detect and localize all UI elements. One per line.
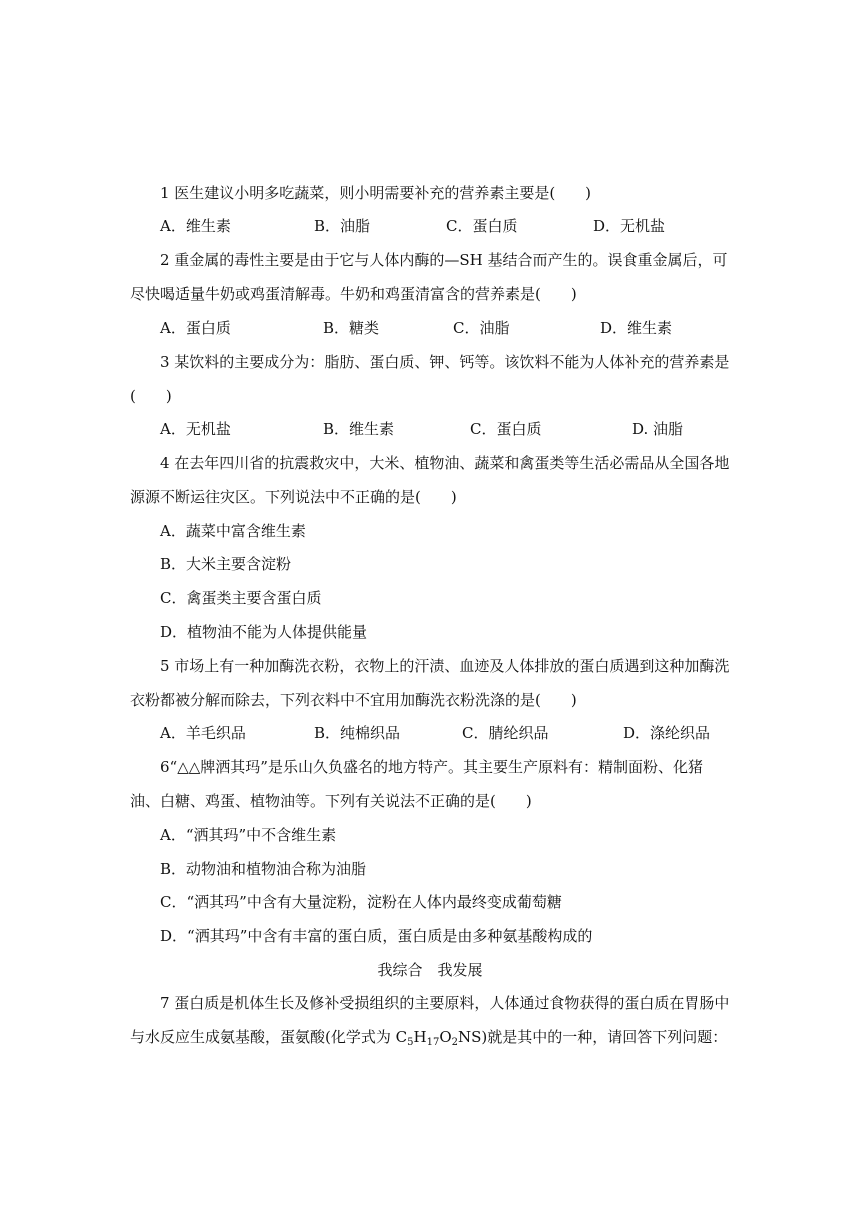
question-5-text-line-2: 衣粉都被分解而除去，下列衣料中不宜用加酶洗衣粉洗涤的是( ) (130, 691, 577, 709)
question-7-text-before-formula: 与水反应生成氨基酸，蛋氨酸(化学式为 C (130, 1028, 408, 1046)
question-4-option-c: C．禽蛋类主要含蛋白质 (160, 589, 322, 607)
question-3-option-a: A．无机盐 (160, 420, 231, 438)
question-4-text-line-2: 源源不断运往灾区。下列说法中不正确的是( ) (130, 488, 457, 506)
question-5-option-c: C．腈纶织品 (462, 724, 549, 742)
question-3-text-line-1: 3 某饮料的主要成分为：脂肪、蛋白质、钾、钙等。该饮料不能为人体补充的营养素是 (160, 353, 730, 371)
question-6-option-c: C．“洒其玛”中含有大量淀粉，淀粉在人体内最终变成葡萄糖 (160, 893, 562, 911)
section-heading: 我综合 我发展 (377, 961, 483, 979)
question-2-option-a: A．蛋白质 (160, 319, 231, 337)
question-2-text-line-1: 2 重金属的毒性主要是由于它与人体内酶的—SH 基结合而产生的。误食重金属后，可 (160, 251, 728, 269)
formula-oxygen: O (439, 1028, 452, 1046)
question-4-option-a: A．蔬菜中富含维生素 (160, 522, 306, 540)
question-4-option-b: B．大米主要含淀粉 (160, 555, 292, 573)
question-3-option-c: C．蛋白质 (470, 420, 542, 438)
formula-subscript-oxygen: 2 (451, 1037, 458, 1048)
question-3-option-b: B．维生素 (323, 420, 395, 438)
question-1-option-d: D．无机盐 (593, 217, 666, 235)
question-3-option-d: D. 油脂 (632, 420, 684, 438)
question-7-text-line-2 (130, 1027, 727, 1047)
question-6-text-line-1: 6“△△牌洒其玛”是乐山久负盛名的地方特产。其主要生产原料有：精制面粉、化猪 (160, 758, 703, 776)
question-6-option-a: A．“洒其玛”中不含维生素 (160, 826, 337, 844)
question-2-option-b: B．糖类 (323, 319, 380, 337)
question-6-text-line-2: 油、白糖、鸡蛋、植物油等。下列有关说法不正确的是( ) (130, 792, 532, 810)
formula-subscript-carbon: 5 (407, 1037, 414, 1048)
question-4-text-line-1: 4 在去年四川省的抗震救灾中，大米、植物油、蔬菜和禽蛋类等生活必需品从全国各地 (160, 454, 730, 472)
question-1-option-b: B．油脂 (314, 217, 371, 235)
question-7-text-after-formula: NS)就是其中的一种，请回答下列问题： (458, 1028, 728, 1046)
question-5-option-a: A．羊毛织品 (160, 724, 246, 742)
question-5-text-line-1: 5 市场上有一种加酶洗衣粉，衣物上的汗渍、血迹及人体排放的蛋白质遇到这种加酶洗 (160, 657, 730, 675)
question-1-option-a: A．维生素 (160, 217, 231, 235)
question-3-text-line-2: ( ) (130, 387, 172, 405)
question-6-option-b: B．动物油和植物油合称为油脂 (160, 860, 367, 878)
question-6-option-d: D．“洒其玛”中含有丰富的蛋白质，蛋白质是由多种氨基酸构成的 (160, 927, 593, 945)
question-2-option-c: C．油脂 (453, 319, 510, 337)
question-5-option-b: B．纯棉织品 (314, 724, 401, 742)
question-2-text-line-2: 尽快喝适量牛奶或鸡蛋清解毒。牛奶和鸡蛋清富含的营养素是( ) (130, 285, 577, 303)
question-4-option-d: D．植物油不能为人体提供能量 (160, 623, 368, 641)
question-1-option-c: C．蛋白质 (446, 217, 518, 235)
question-5-option-d: D．涤纶织品 (623, 724, 711, 742)
formula-subscript-hydrogen: 17 (426, 1037, 440, 1048)
question-1-text: 1 医生建议小明多吃蔬菜，则小明需要补充的营养素主要是( ) (160, 184, 592, 202)
question-7-text-line-1: 7 蛋白质是机体生长及修补受损组织的主要原料，人体通过食物获得的蛋白质在胃肠中 (160, 994, 730, 1012)
question-2-option-d: D．维生素 (600, 319, 673, 337)
formula-hydrogen: H (413, 1028, 427, 1046)
